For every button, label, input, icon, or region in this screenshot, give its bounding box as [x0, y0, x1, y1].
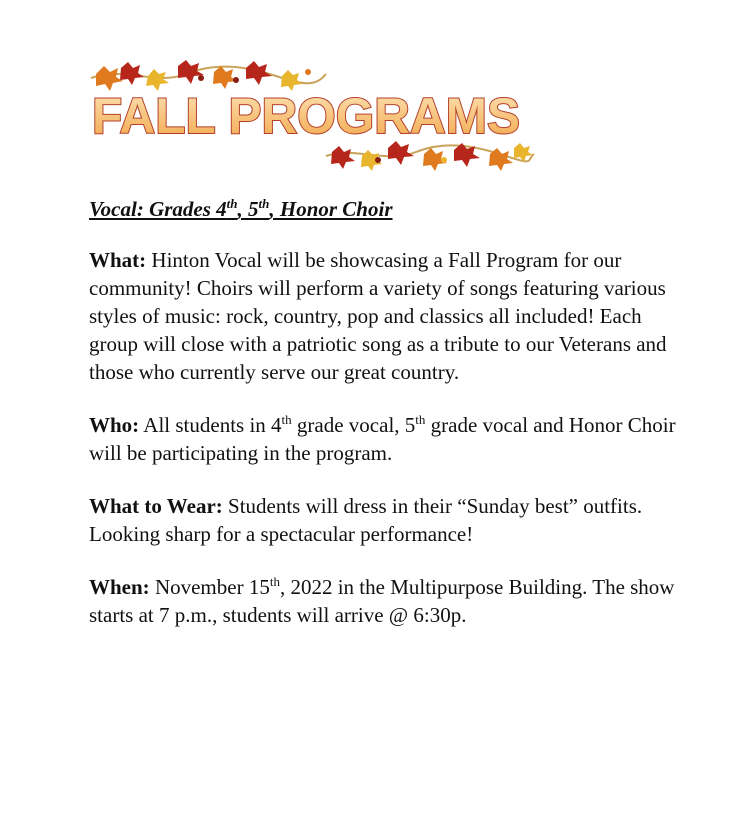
bottom-leaf-garland [326, 141, 534, 171]
who-label: Who: [89, 413, 140, 437]
what-paragraph: What: Hinton Vocal will be showcasing a Fall Program for our community! Choirs will perform a variety of songs featuring various styles of music: rock, country, pop and classics all included! Each group will close with a patriotic song as a tribute to our Veterans and those who currently serve our great country. [89, 248, 667, 384]
who-paragraph: Who: All students in 4th grade vocal, 5th grade vocal and Honor Choir will be participating in the program. [89, 412, 676, 465]
what-to-wear-label: What to Wear: [89, 494, 223, 518]
top-leaf-garland [91, 60, 326, 91]
program-details [89, 196, 689, 654]
what-to-wear-paragraph: What to Wear: Students will dress in their “Sunday best” outfits. Looking sharp for a spectacular performance! [89, 494, 643, 546]
what-label: What: [89, 248, 147, 272]
banner-graphic [86, 56, 536, 176]
when-label: When: [89, 575, 150, 599]
fall-programs-banner [86, 56, 536, 176]
when-paragraph: When: November 15th, 2022 in the Multipurpose Building. The show starts at 7 p.m., students will arrive @ 6:30p. [89, 574, 675, 627]
vocal-grades-heading: Vocal: Grades 4th, 5th, Honor Choir [89, 196, 393, 221]
banner-title: FALL PROGRAMS [92, 88, 520, 144]
